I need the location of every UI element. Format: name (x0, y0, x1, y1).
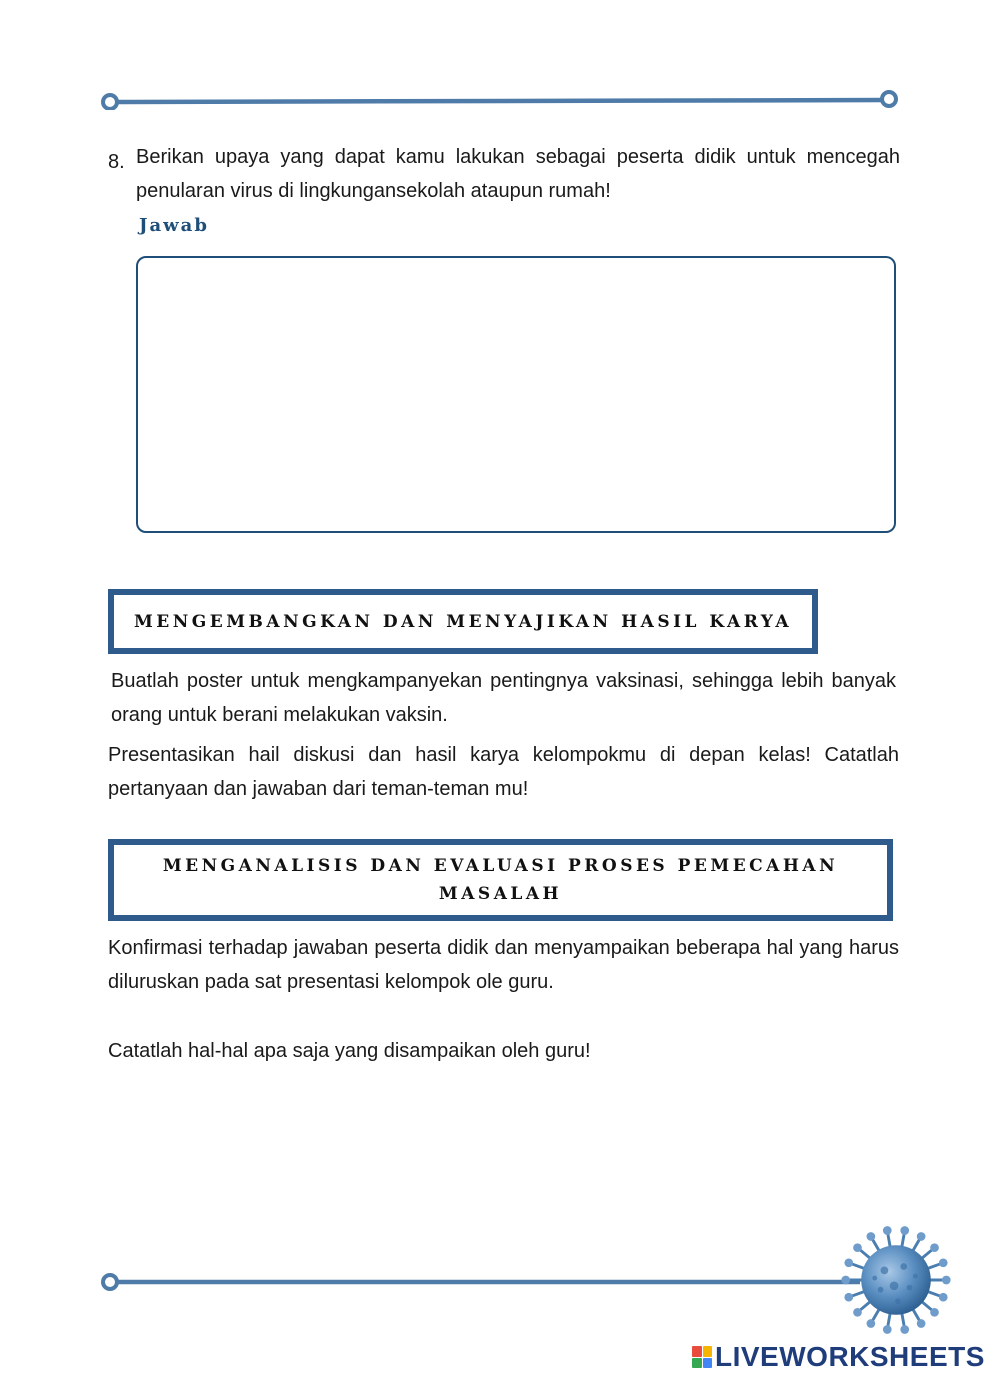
question-number: 8. (108, 151, 125, 173)
answer-input-box[interactable] (136, 256, 896, 533)
section-paragraph: Buatlah poster untuk mengkampanyekan pentingnya vaksinasi, sehingga lebih banyak orang untuk berani melakukan vaksin. (111, 670, 896, 726)
virus-icon (838, 1222, 954, 1338)
section-header-box (108, 589, 818, 654)
bottom-divider-icon (100, 1271, 860, 1291)
brand-name: LIVEWORKSHEETS (715, 1341, 985, 1372)
section-title: MENGEMBANGKAN DAN MENYAJIKAN HASIL KARYA (133, 611, 793, 632)
section-paragraph: Presentasikan hail diskusi dan hasil karya kelompokmu di depan kelas! Catatlah pertanyaan dan jawaban dari teman-teman mu! (108, 744, 899, 800)
section-paragraph: Konfirmasi terhadap jawaban peserta didik dan menyampaikan beberapa hal yang harus diluruskan pada sat presentasi kelompok ole guru. (108, 937, 899, 993)
liveworksheets-brand[interactable] (692, 1340, 985, 1374)
liveworksheets-logo-icon (692, 1346, 712, 1368)
answer-label: Jawab (139, 215, 209, 236)
section-header-box (108, 839, 893, 921)
question-text: Berikan upaya yang dapat kamu lakukan sebagai peserta didik untuk mencegah penularan virus di lingkungansekolah ataupun rumah! (136, 146, 900, 202)
section-title: MENGANALISIS DAN EVALUASI PROSES PEMECAHAN MASALAH (162, 856, 839, 904)
top-divider-icon (100, 90, 910, 110)
section-paragraph: Catatlah hal-hal apa saja yang disampaikan oleh guru! (108, 1040, 591, 1062)
